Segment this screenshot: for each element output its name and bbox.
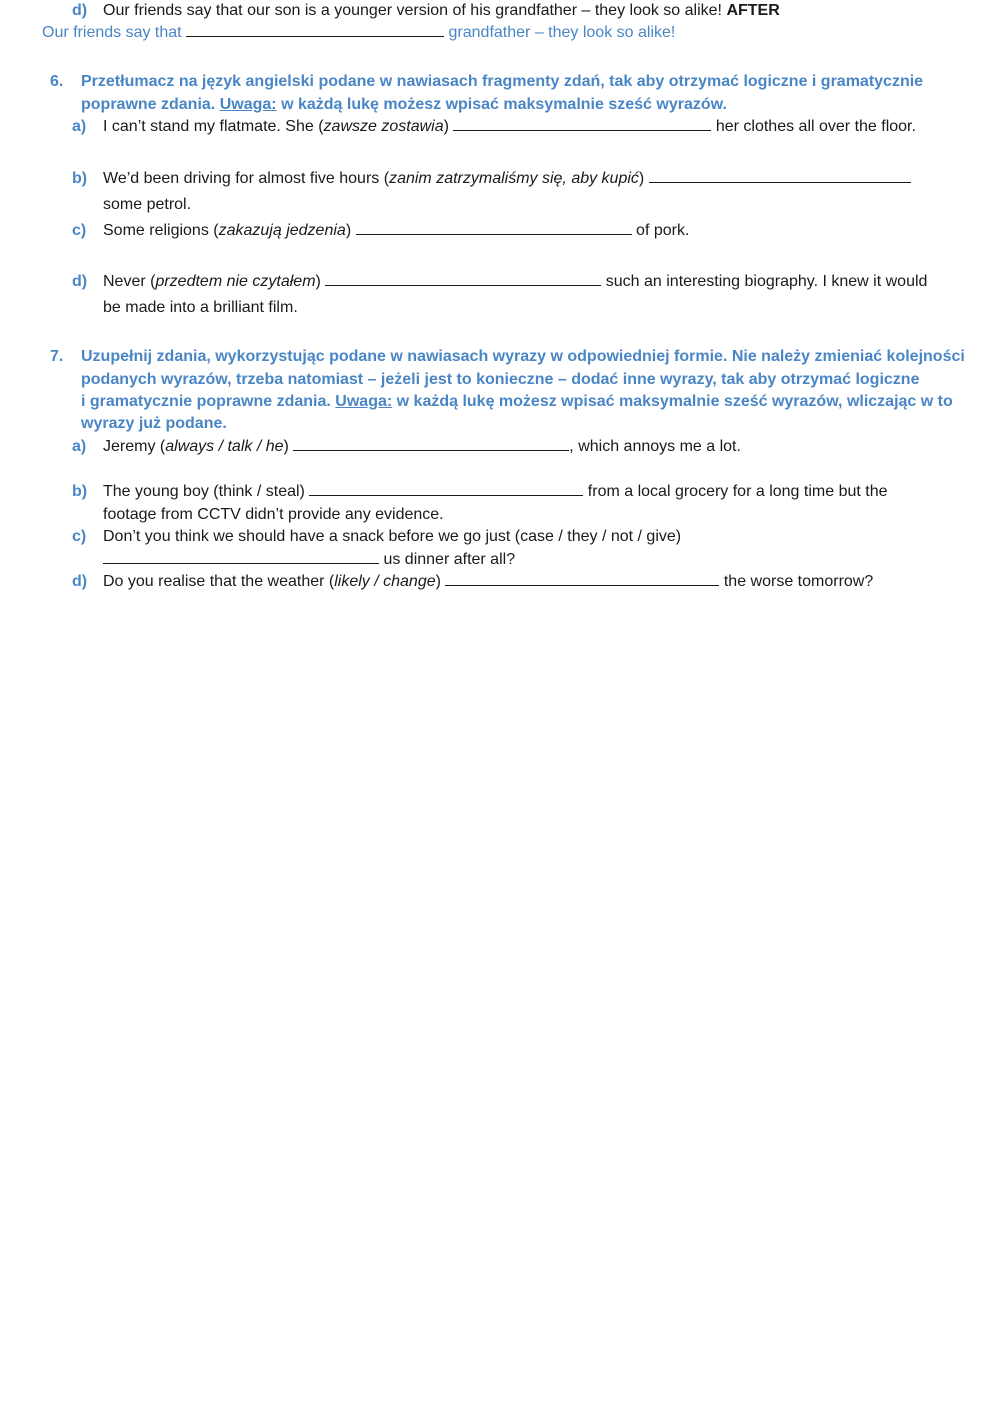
ex7-instruction-4: wyrazy już podane.	[81, 415, 227, 432]
ex6b-line2: some petrol.	[103, 196, 192, 213]
item-label: a)	[72, 118, 87, 135]
answer-blank[interactable]	[649, 168, 911, 183]
note-label: Uwaga:	[335, 393, 393, 410]
answer-blank[interactable]	[293, 436, 569, 451]
ex7-instruction-3: i gramatycznie poprawne zdania. Uwaga: w każdą lukę możesz wpisać maksymalnie sześć wyrazów, wliczając w to	[81, 393, 953, 410]
ex5d-answer-line: Our friends say that grandfather – they look so alike!	[42, 24, 676, 41]
item-label: d)	[72, 573, 88, 590]
item-label: a)	[72, 438, 87, 455]
ex7a-sentence: Jeremy (always / talk / he) , which annoys me a lot.	[103, 438, 741, 455]
ex7b-sentence: The young boy (think / steal) from a local grocery for a long time but the	[103, 483, 888, 500]
ex7c-line2: us dinner after all?	[103, 549, 515, 571]
item-label: d)	[72, 2, 88, 19]
answer-blank[interactable]	[356, 220, 632, 235]
answer-blank[interactable]	[309, 481, 583, 496]
ex6d-sentence: Never (przedtem nie czytałem) such an interesting biography. I knew it would	[103, 273, 928, 290]
exercise-number: 6.	[50, 73, 64, 90]
exercise-number: 7.	[50, 348, 64, 365]
item-label: b)	[72, 170, 88, 187]
item-label: d)	[72, 273, 88, 290]
note-label: Uwaga:	[219, 96, 277, 113]
ex7d-sentence: Do you realise that the weather (likely / change) the worse tomorrow?	[103, 573, 874, 590]
item-label: b)	[72, 483, 88, 500]
ex7-instruction-2: podanych wyrazów, trzeba natomiast – jeżeli jest to konieczne – dodać inne wyrazy, tak aby otrzymać logiczne	[81, 371, 920, 388]
ex5d-sentence: Our friends say that our son is a younger version of his grandfather – they look so alike! AFTER	[103, 2, 780, 19]
ex6-instruction-2: poprawne zdania. Uwaga: w każdą lukę możesz wpisać maksymalnie sześć wyrazów.	[81, 96, 727, 113]
keyword: AFTER	[726, 2, 780, 19]
item-label: c)	[72, 528, 87, 545]
answer-blank[interactable]	[445, 571, 719, 586]
answer-blank[interactable]	[186, 22, 444, 37]
ex6-instruction-1: Przetłumacz na język angielski podane w nawiasach fragmenty zdań, tak aby otrzymać logiczne i gramatycznie	[81, 73, 924, 90]
answer-blank[interactable]	[325, 271, 601, 286]
answer-blank[interactable]	[103, 549, 379, 564]
ex7c-line1: Don’t you think we should have a snack before we go just (case / they / not / give)	[103, 528, 682, 545]
ex7b-line2: footage from CCTV didn’t provide any evidence.	[103, 506, 444, 523]
answer-blank[interactable]	[453, 116, 711, 131]
ex6b-sentence: We’d been driving for almost five hours (zanim zatrzymaliśmy się, aby kupić)	[103, 168, 911, 190]
ex6c-sentence: Some religions (zakazują jedzenia) of pork.	[103, 222, 690, 239]
ex7-instruction-1: Uzupełnij zdania, wykorzystując podane w nawiasach wyrazy w odpowiedniej formie. Nie należy zmieniać kolejności	[81, 348, 965, 365]
item-label: c)	[72, 222, 87, 239]
ex6a-sentence: I can’t stand my flatmate. She (zawsze zostawia) her clothes all over the floor.	[103, 118, 916, 135]
ex6d-line2: be made into a brilliant film.	[103, 299, 298, 316]
